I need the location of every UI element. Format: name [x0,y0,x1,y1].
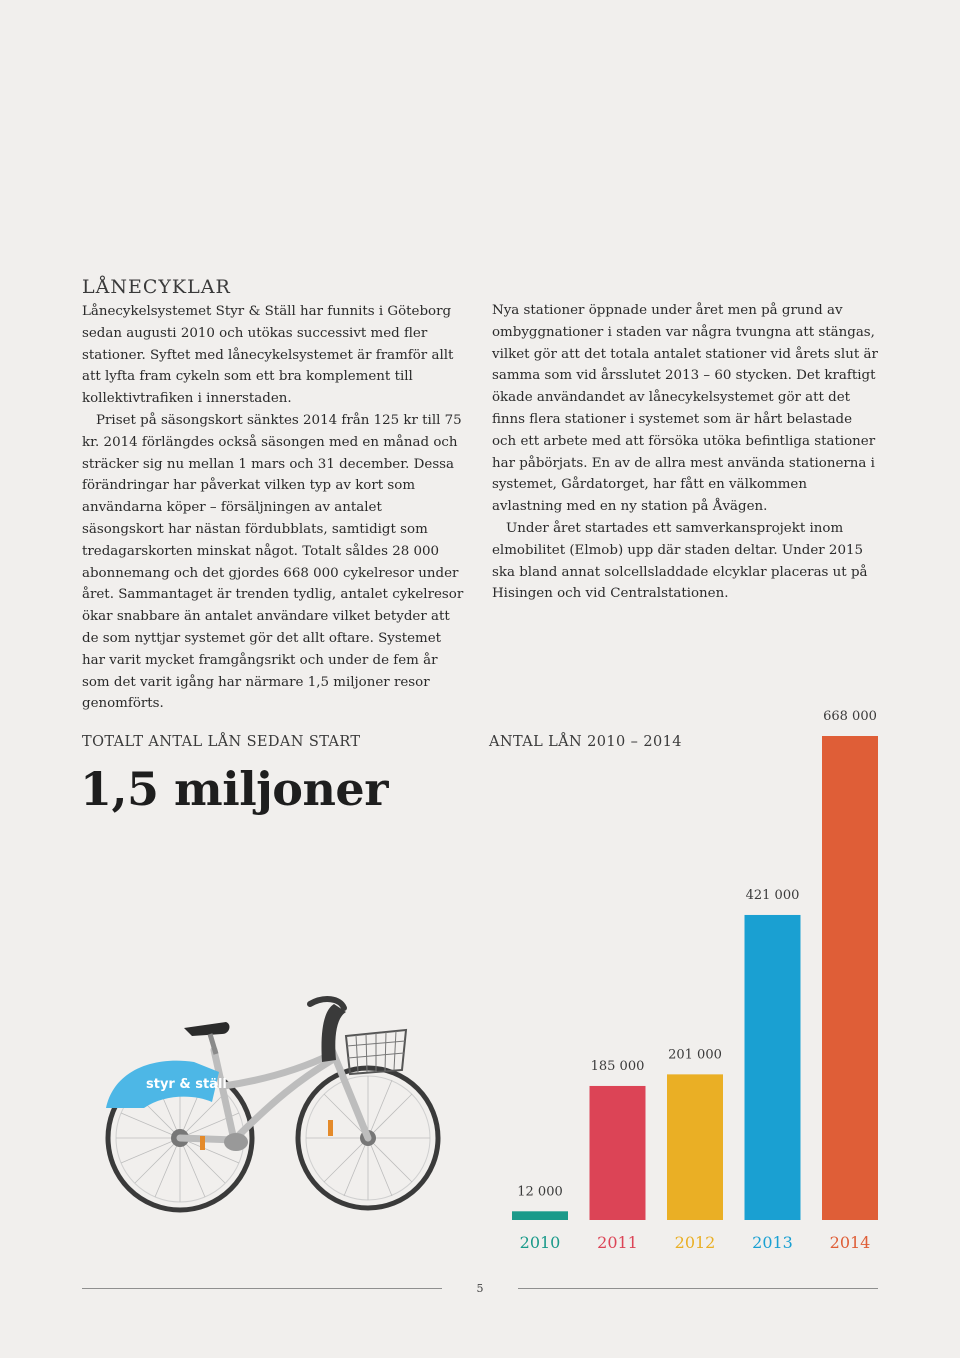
bar-chart [500,700,900,1260]
right-paragraph-1: Nya stationer öppnade under året men på grund av ombyggnationer i staden var några tvungna att stängas, vilket gör att det totala antalet stationer vid årets slut är samma som vid årsslutet 2013 – 60 stycken. Det kraftigt ökade användandet av lånecykelsystemet gör att det finns flera stationer i systemet som är hårt belastade och ett arbete med att försöka utöka befintliga stationer har påbörjats. En av de allra mest använda stationerna i systemet, Gårdatorget, har fått en välkommen avlastning med en ny station på Åvägen. [492,303,878,515]
total-label: TOTALT ANTAL LÅN SEDAN START [82,734,361,750]
left-paragraph-1: Lånecykelsystemet Styr & Ställ har funnits i Göteborg sedan augusti 2010 och utökas successivt med fler stationer. Syftet med lånecykelsystemet är framför allt att lyfta fram cykeln som ett bra komplement till kollektivtrafiken i innerstaden. [82,304,454,407]
value-label-2013: 421 000 [745,887,800,903]
value-label-2012: 201 000 [668,1047,722,1063]
left-paragraph-2: Priset på säsongskort sänktes 2014 från 125 kr till 75 kr. 2014 förlängdes också säsongen med en månad och sträcker sig nu mellan 1 mars och 31 december. Dessa förändringar har påverkat vilken typ av kort som användarna köper – försäljningen av antalet säsongskort har nästan fördubblats, samtidigt som tredagarskorten minskat något. Totalt såldes 28 000 abonnemang och det gjordes 668 000 cykelresor under året. Sammantaget är trenden tydlig, antalet cykelresor ökar snabbare än antalet användare vilket betyder att de som nyttjar systemet gör det allt oftare. Systemet har varit mycket framgångsrikt och under de fem år som det varit igång har närmare 1,5 miljoner resor genomförts. [82,412,464,712]
category-label-2013: 2013 [752,1233,793,1252]
bar-2012 [667,1074,723,1220]
value-label-2014: 668 000 [823,709,877,724]
value-label-2011: 185 000 [590,1058,645,1074]
right-text-column [492,300,880,605]
seat-icon [184,1022,229,1036]
value-label-2010: 12 000 [517,1184,563,1200]
category-label-2014: 2014 [829,1233,871,1252]
category-label-2010: 2010 [519,1233,561,1252]
chart-title: ANTAL LÅN 2010 – 2014 [489,734,682,750]
bar-2013 [745,915,801,1220]
total-value: 1,5 miljoner [80,762,388,816]
bar-2011 [590,1086,646,1220]
footer-rule-right [518,1288,878,1289]
right-paragraph-2: Under året startades ett samverkansprojekt inom elmobilitet (Elmob) upp där staden deltar. Under 2015 ska bland annat solcellsladdade elcyklar placeras ut på Hisingen och vid Centralstationen. [492,520,868,602]
left-text-column [82,301,466,715]
bar-2010 [512,1211,568,1220]
page-number: 5 [476,1282,484,1295]
bicycle-icon [84,990,454,1225]
bar-2014 [822,736,878,1220]
category-label-2011: 2011 [597,1233,638,1252]
bike-logo-text: styr & ställ [146,1077,227,1092]
footer-rule-left [82,1288,442,1289]
category-label-2012: 2012 [674,1233,716,1252]
section-heading: LÅNECYKLAR [82,276,231,298]
